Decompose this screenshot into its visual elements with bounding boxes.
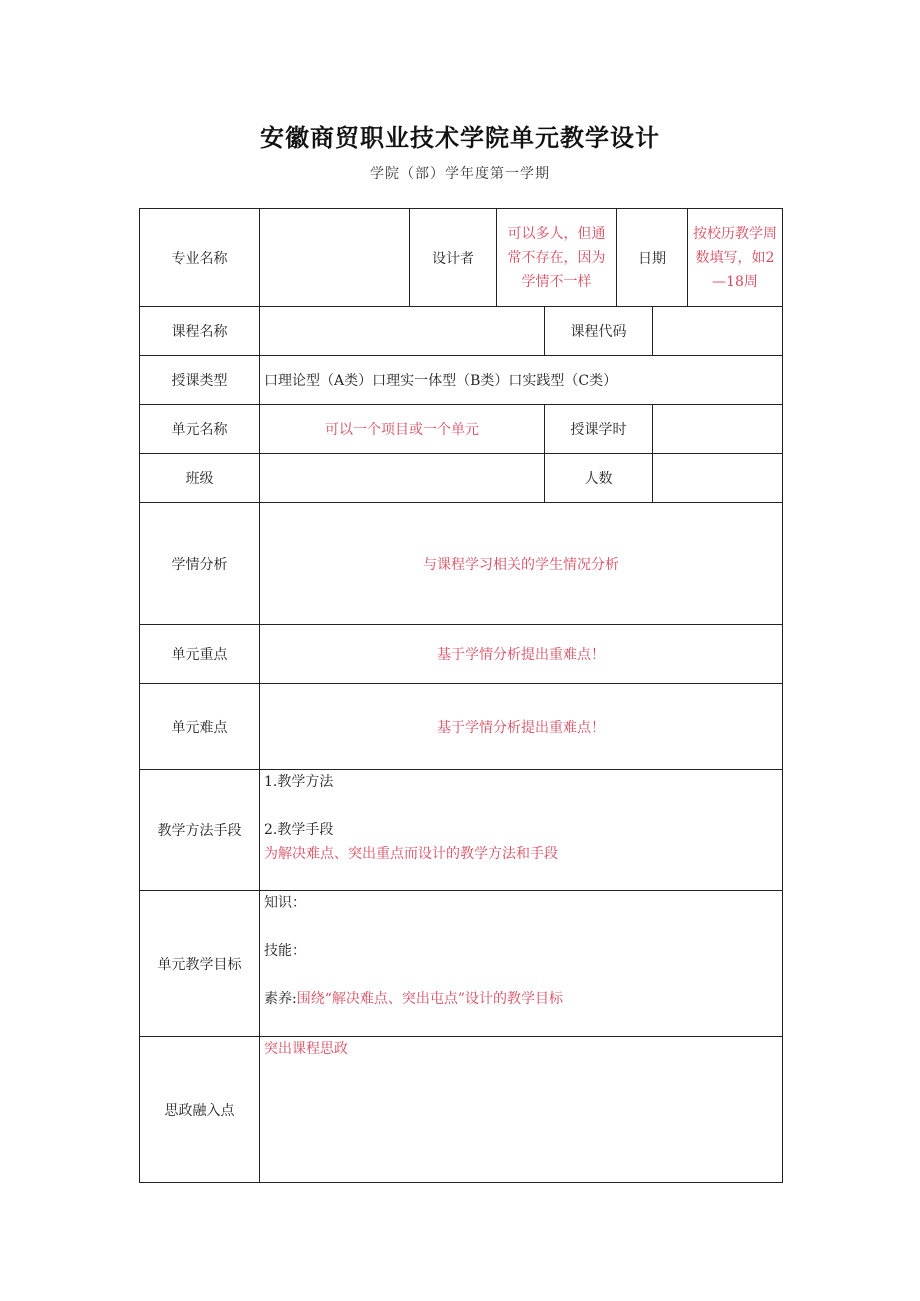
designer-label: 设计者 <box>410 209 497 307</box>
key-points-label: 单元重点 <box>140 625 260 684</box>
course-label: 课程名称 <box>140 307 260 356</box>
count-label: 人数 <box>545 454 653 503</box>
count-value-cell[interactable] <box>653 454 783 503</box>
page-subtitle: 学院（部）学年度第一学期 <box>370 166 550 182</box>
class-value-cell[interactable] <box>260 454 545 503</box>
objectives-skill: 技能： <box>264 943 306 959</box>
row-objectives <box>140 891 783 1037</box>
objectives-spacer-2 <box>264 963 778 987</box>
row-course <box>140 307 783 356</box>
difficulties-label: 单元难点 <box>140 684 260 770</box>
unit-label: 单元名称 <box>140 405 260 454</box>
methods-cell[interactable] <box>260 770 783 891</box>
major-value-cell[interactable] <box>260 209 410 307</box>
objectives-spacer-1 <box>264 915 778 939</box>
objectives-quality <box>264 987 778 1011</box>
methods-item-2: 2.教学手段 <box>264 822 334 838</box>
hours-label: 授课学时 <box>545 405 653 454</box>
class-label: 班级 <box>140 454 260 503</box>
unit-design-form <box>139 208 783 1183</box>
row-analysis <box>140 503 783 625</box>
date-label: 日期 <box>617 209 688 307</box>
course-value-cell[interactable] <box>260 307 545 356</box>
code-value-cell[interactable] <box>653 307 783 356</box>
designer-note[interactable]: 可以多人，但通常不存在，因为学情不一样 <box>497 209 617 307</box>
hours-value-cell[interactable] <box>653 405 783 454</box>
objectives-label: 单元教学目标 <box>140 891 260 1037</box>
objectives-cell[interactable] <box>260 891 783 1037</box>
row-key-points <box>140 625 783 684</box>
ideology-note: 突出课程思政 <box>264 1041 348 1057</box>
type-options[interactable]: 口理论型（A类）口理实一体型（B类）口实践型（C类） <box>260 356 783 405</box>
methods-spacer <box>264 794 778 818</box>
page-title: 安徽商贸职业技术学院单元教学设计 <box>260 124 660 152</box>
row-ideology <box>140 1037 783 1183</box>
date-note[interactable]: 按校历教学周数填写，如2—18周 <box>688 209 783 307</box>
methods-note: 为解决难点、突出重点而设计的教学方法和手段 <box>264 846 558 862</box>
objectives-quality-label: 素养: <box>264 991 297 1007</box>
ideology-cell[interactable] <box>260 1037 783 1183</box>
objectives-quality-note: 围绕“解决难点、突出屯点”设计的教学目标 <box>296 991 564 1007</box>
analysis-note[interactable]: 与课程学习相关的学生情况分析 <box>260 503 783 625</box>
type-label: 授课类型 <box>140 356 260 405</box>
difficulties-note[interactable]: 基于学情分析提出重难点！ <box>260 684 783 770</box>
unit-note[interactable]: 可以一个项目或一个单元 <box>260 405 545 454</box>
key-points-note[interactable]: 基于学情分析提出重难点！ <box>260 625 783 684</box>
ideology-label: 思政融入点 <box>140 1037 260 1183</box>
row-difficulties <box>140 684 783 770</box>
code-label: 课程代码 <box>545 307 653 356</box>
methods-item-1: 1.教学方法 <box>264 774 334 790</box>
row-major <box>140 209 783 307</box>
methods-label: 教学方法手段 <box>140 770 260 891</box>
major-label: 专业名称 <box>140 209 260 307</box>
row-unit <box>140 405 783 454</box>
row-class <box>140 454 783 503</box>
row-type <box>140 356 783 405</box>
analysis-label: 学情分析 <box>140 503 260 625</box>
row-methods <box>140 770 783 891</box>
objectives-knowledge: 知识： <box>264 895 306 911</box>
